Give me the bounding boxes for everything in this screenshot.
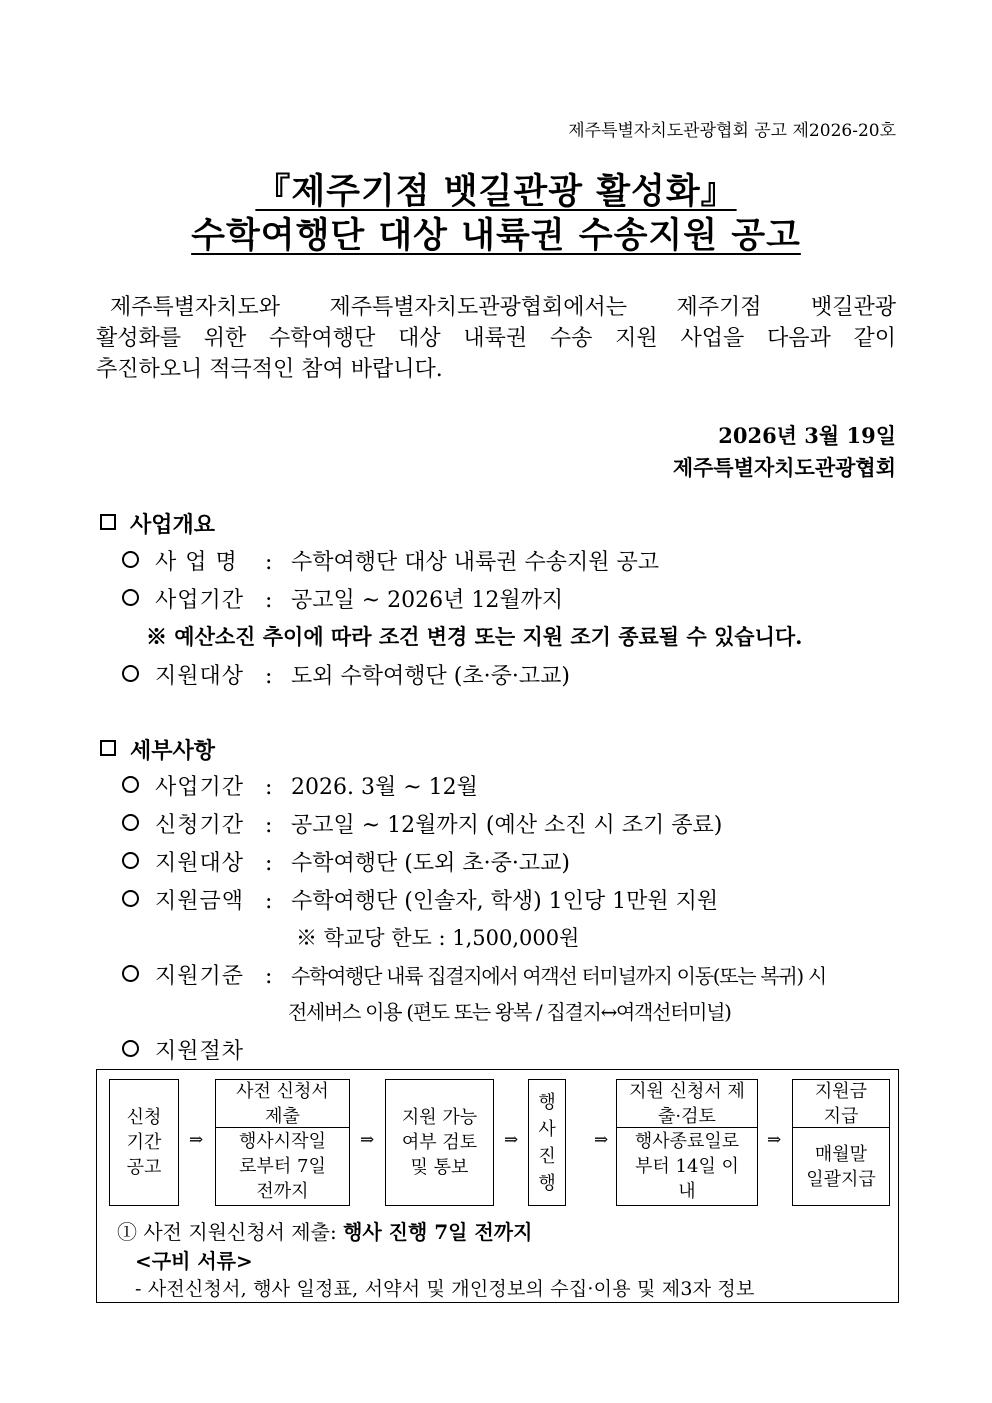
- overview-item-target: 지원대상 : 도외 수학여행단 (초·중·고교): [122, 659, 570, 690]
- step-final-application: 지원 신청서 제출·검토: [616, 1079, 758, 1128]
- circle-bullet-icon: [122, 814, 139, 831]
- intro-line-1: 제주특별자치도와 제주특별자치도관광협회에서는 제주기점 뱃길관광: [110, 295, 896, 320]
- arrow-icon: ⇒: [360, 1130, 375, 1150]
- notice-date: 2026년 3월 19일: [718, 423, 896, 448]
- step-announcement: 신청 기간 공고: [109, 1079, 179, 1206]
- details-item-period: 사업기간 : 2026. 3월 ~ 12월: [122, 770, 478, 801]
- circle-bullet-icon: [122, 589, 139, 606]
- circle-bullet-icon: [122, 1040, 139, 1057]
- overview-budget-note: ※ 예산소진 추이에 따라 조건 변경 또는 지원 조기 종료될 수 있습니다.: [146, 624, 803, 649]
- intro-line-3: 추진하오니 적극적인 참여 바랍니다.: [96, 357, 443, 382]
- details-item-criteria: 지원기준 : 수학여행단 내륙 집결지에서 여객선 터미널까지 이동(또는 복귀) 시: [122, 959, 826, 990]
- step-payment-schedule: 매월말 일괄지급: [792, 1127, 890, 1206]
- section-details-heading: 세부사항: [100, 734, 215, 765]
- title-line-1: 『제주기점 뱃길관광 활성화』: [255, 172, 737, 212]
- overview-item-name: 사 업 명 : 수학여행단 대상 내륙권 수송지원 공고: [122, 545, 659, 576]
- overview-item-period: 사업기간 : 공고일 ~ 2026년 12월까지: [122, 583, 563, 614]
- organization-name: 제주특별자치도관광협회: [672, 455, 896, 480]
- notice-number: 제주특별자치도관광협회 공고 제2026-20호: [568, 121, 896, 141]
- title-line-2: 수학여행단 대상 내륙권 수송지원 공고: [191, 216, 801, 256]
- arrow-icon: ⇒: [189, 1130, 204, 1150]
- intro-paragraph: [96, 292, 896, 385]
- details-item-procedure: 지원절차: [122, 1034, 265, 1065]
- arrow-icon: ⇒: [504, 1130, 519, 1150]
- circle-bullet-icon: [122, 890, 139, 907]
- step-final-application-deadline: 행사종료일로 부터 14일 이내: [616, 1127, 758, 1206]
- step-pre-application: 사전 신청서 제출: [215, 1079, 350, 1128]
- arrow-icon: ⇒: [594, 1130, 609, 1150]
- details-amount-note: ※ 학교당 한도 : 1,500,000원: [296, 926, 580, 950]
- circle-bullet-icon: [122, 665, 139, 682]
- footer-documents-list: - 사전신청서, 행사 일정표, 서약서 및 개인정보의 수집·이용 및 제3자 정보: [135, 1278, 755, 1300]
- circle-bullet-icon: [122, 551, 139, 568]
- intro-line-2: 활성화를 위한 수학여행단 대상 내륙권 수송 지원 사업을 다음과 같이: [96, 326, 896, 351]
- square-bullet-icon: [100, 514, 116, 530]
- section-overview-heading: 사업개요: [100, 508, 215, 539]
- details-item-application: 신청기간 : 공고일 ~ 12월까지 (예산 소진 시 조기 종료): [122, 808, 722, 839]
- footer-documents-heading: <구비 서류>: [135, 1249, 253, 1273]
- square-bullet-icon: [100, 740, 116, 756]
- circle-bullet-icon: [122, 852, 139, 869]
- step-review-notify: 지원 가능 여부 검토 및 통보: [385, 1079, 494, 1206]
- arrow-icon: ⇒: [767, 1130, 782, 1150]
- step-pre-application-deadline: 행사시작일 로부터 7일 전까지: [215, 1127, 350, 1206]
- step-event: 행사진행: [528, 1079, 566, 1206]
- footer-submission-line: ① 사전 지원신청서 제출: 행사 진행 7일 전까지: [117, 1220, 533, 1244]
- details-item-criteria-continued: 전세버스 이용 (편도 또는 왕복 / 집결지↔여객선터미널): [288, 1000, 731, 1024]
- details-item-amount: 지원금액 : 수학여행단 (인솔자, 학생) 1인당 1만원 지원: [122, 884, 718, 915]
- details-item-target: 지원대상 : 수학여행단 (도외 초·중·고교): [122, 846, 570, 877]
- circle-bullet-icon: [122, 776, 139, 793]
- circle-bullet-icon: [122, 965, 139, 982]
- procedure-diagram: [96, 1069, 899, 1303]
- step-payment: 지원금 지급: [792, 1079, 890, 1128]
